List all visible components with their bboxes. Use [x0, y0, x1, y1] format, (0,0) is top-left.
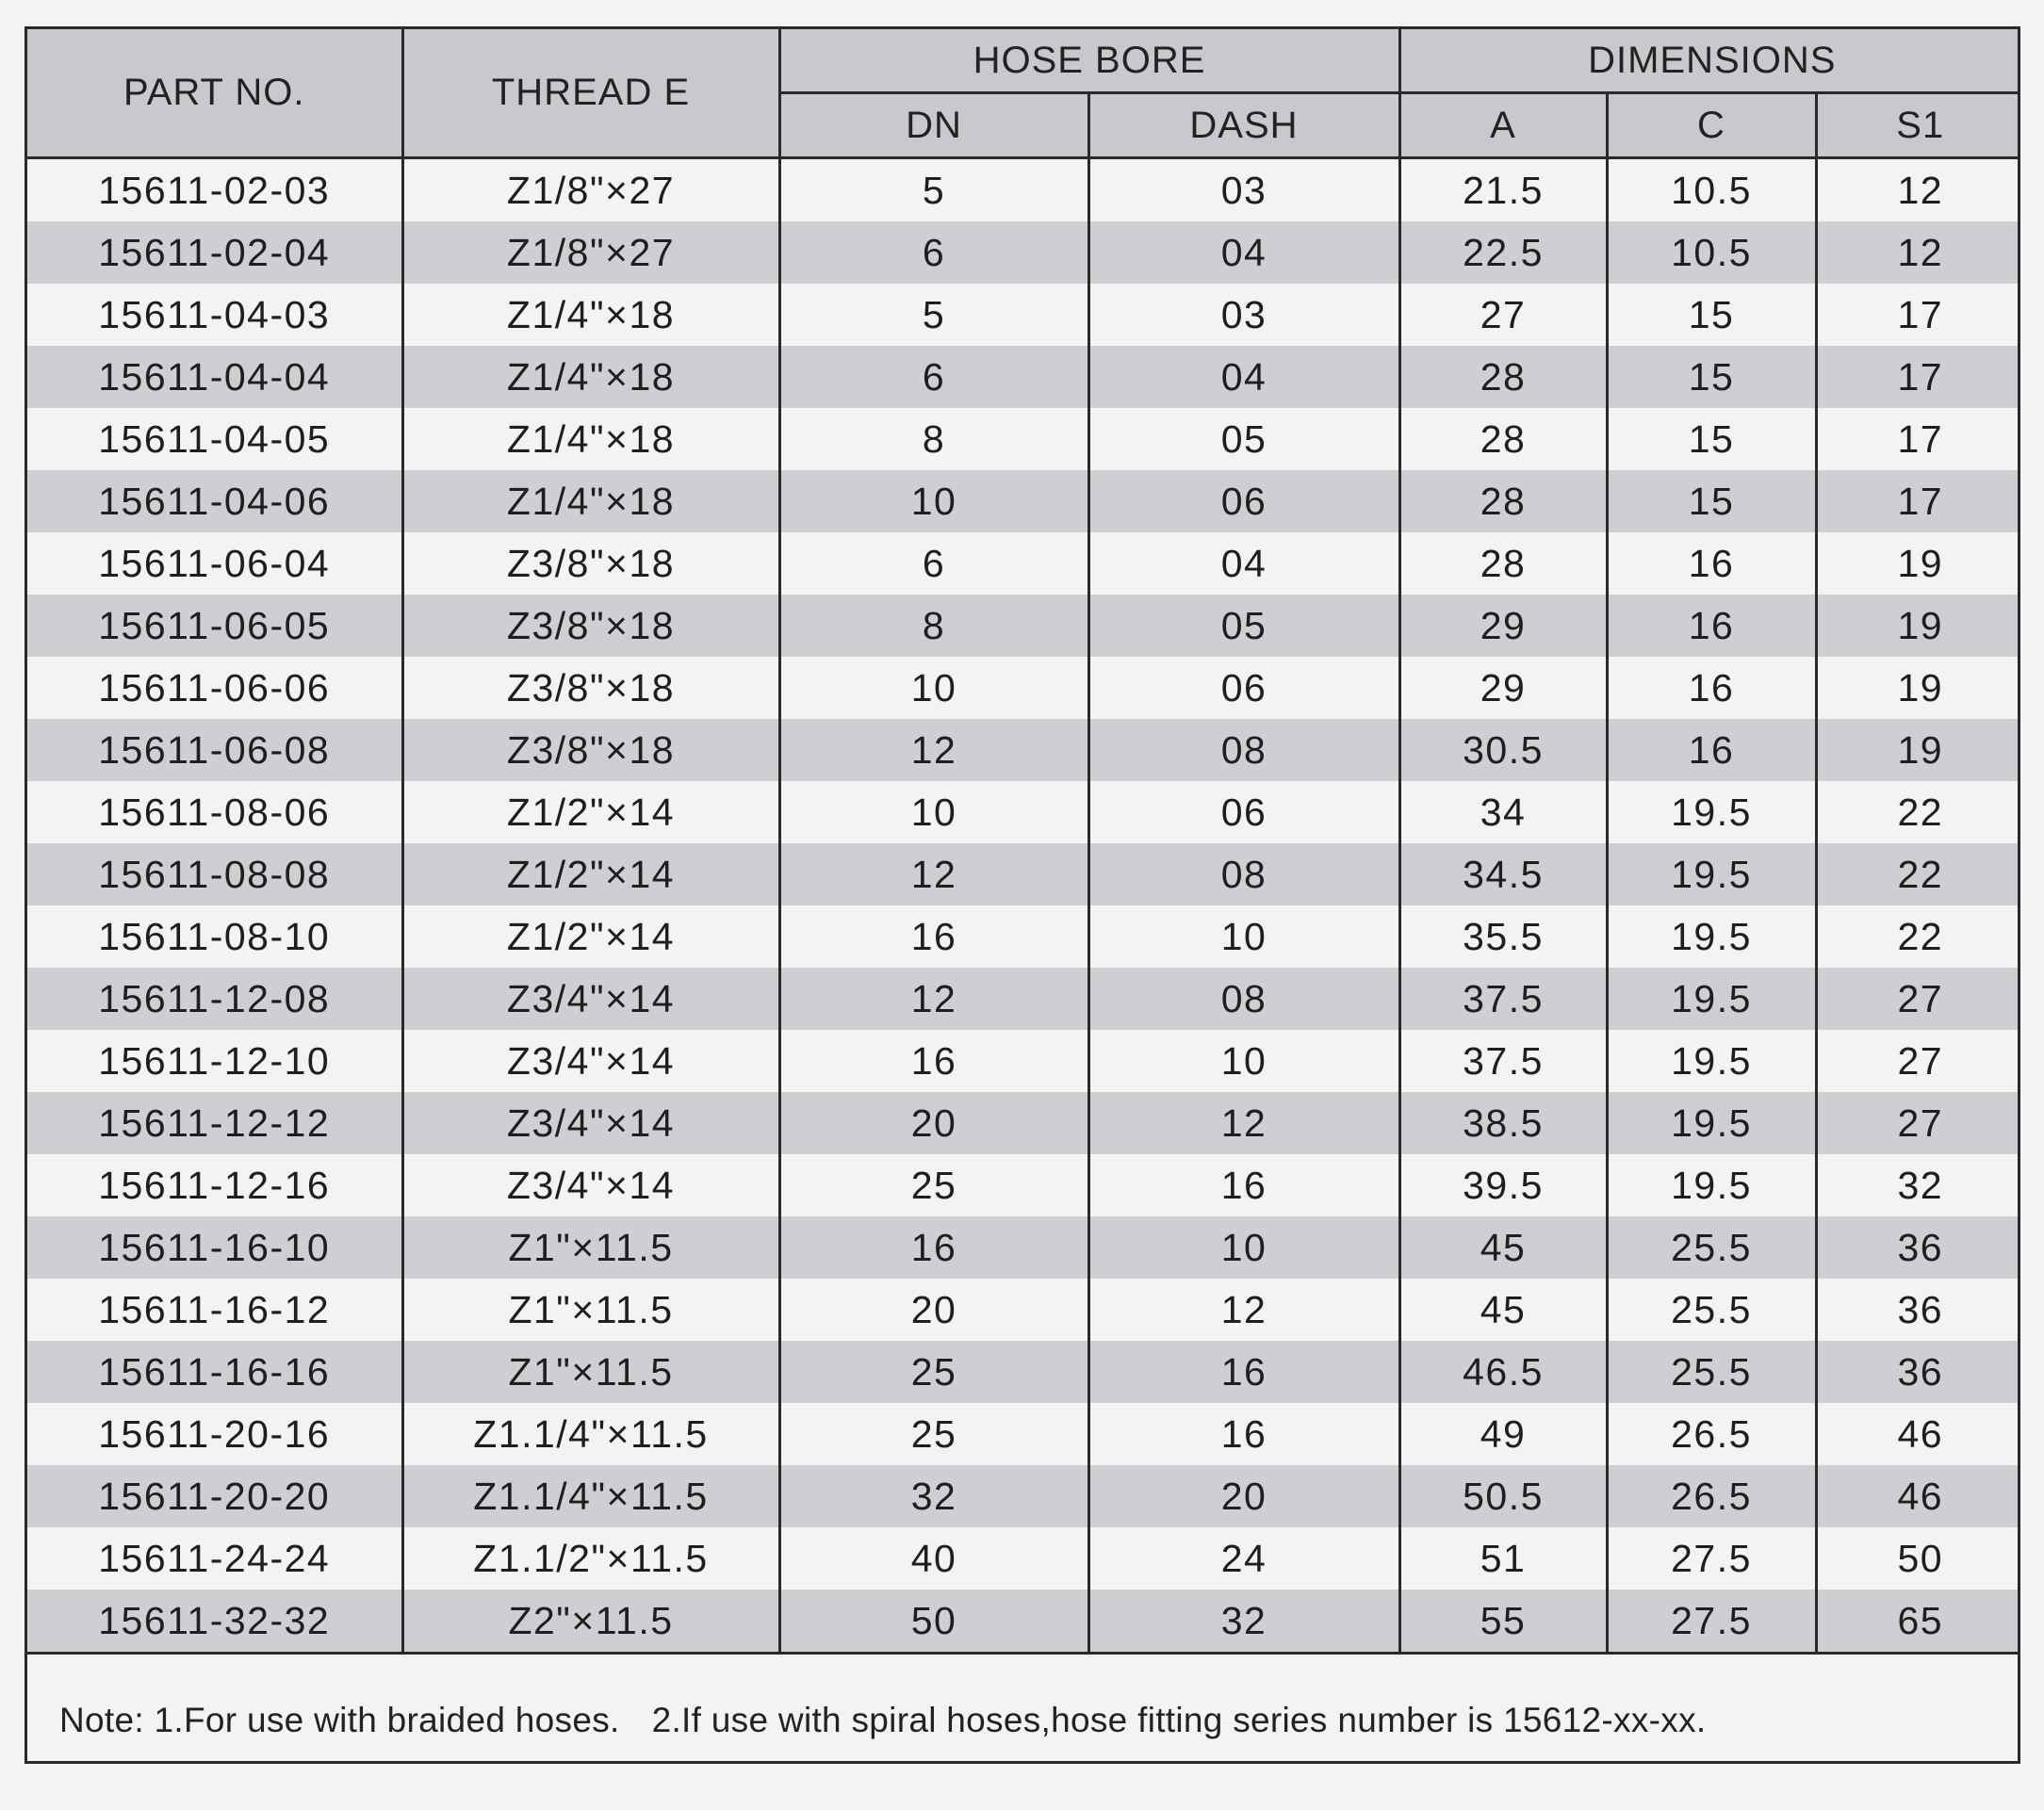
cell-thread: Z1"×11.5 — [402, 1279, 779, 1341]
table-row — [27, 1403, 2020, 1465]
cell-dash: 03 — [1088, 158, 1399, 222]
footnote-spiral: 2.If use with spiral hoses,hose fitting series number is 15612-xx-xx. — [651, 1701, 1707, 1739]
cell-dn: 8 — [779, 595, 1088, 657]
cell-part-no: 15611-06-06 — [27, 657, 402, 719]
cell-dash: 20 — [1088, 1465, 1399, 1527]
cell-dash: 10 — [1088, 1030, 1399, 1092]
cell-dn: 10 — [779, 781, 1088, 843]
table-row — [27, 408, 2020, 470]
cell-dash: 16 — [1088, 1341, 1399, 1403]
cell-dn: 16 — [779, 1216, 1088, 1279]
cell-part-no: 15611-24-24 — [27, 1527, 402, 1590]
cell-thread: Z1/4"×18 — [402, 346, 779, 408]
cell-dim-c: 15 — [1607, 408, 1816, 470]
cell-part-no: 15611-02-04 — [27, 221, 402, 284]
cell-dim-s1: 19 — [1816, 532, 2020, 595]
cell-dash: 05 — [1088, 595, 1399, 657]
cell-dn: 6 — [779, 346, 1088, 408]
cell-dim-s1: 17 — [1816, 284, 2020, 346]
cell-dim-s1: 27 — [1816, 1030, 2020, 1092]
cell-dim-c: 19.5 — [1607, 1030, 1816, 1092]
cell-thread: Z1"×11.5 — [402, 1216, 779, 1279]
cell-dim-s1: 65 — [1816, 1590, 2020, 1654]
cell-dim-a: 34 — [1399, 781, 1607, 843]
cell-part-no: 15611-02-03 — [27, 158, 402, 222]
cell-dim-a: 38.5 — [1399, 1092, 1607, 1154]
header-c: C — [1607, 93, 1816, 158]
cell-dim-a: 37.5 — [1399, 968, 1607, 1030]
cell-dim-a: 28 — [1399, 532, 1607, 595]
cell-dn: 6 — [779, 532, 1088, 595]
table-row — [27, 158, 2020, 222]
cell-dim-c: 16 — [1607, 657, 1816, 719]
cell-thread: Z3/4"×14 — [402, 1030, 779, 1092]
cell-dim-c: 26.5 — [1607, 1403, 1816, 1465]
cell-dash: 12 — [1088, 1279, 1399, 1341]
cell-dim-a: 28 — [1399, 470, 1607, 532]
cell-dash: 16 — [1088, 1154, 1399, 1216]
cell-dim-s1: 19 — [1816, 595, 2020, 657]
cell-dash: 16 — [1088, 1403, 1399, 1465]
table-row — [27, 1465, 2020, 1527]
cell-dim-s1: 22 — [1816, 781, 2020, 843]
cell-dim-s1: 22 — [1816, 843, 2020, 905]
cell-thread: Z1/4"×18 — [402, 470, 779, 532]
cell-dim-s1: 12 — [1816, 221, 2020, 284]
cell-thread: Z1/2"×14 — [402, 905, 779, 968]
cell-dn: 5 — [779, 284, 1088, 346]
cell-dim-c: 15 — [1607, 470, 1816, 532]
table-row — [27, 595, 2020, 657]
cell-part-no: 15611-08-10 — [27, 905, 402, 968]
cell-thread: Z3/4"×14 — [402, 1092, 779, 1154]
cell-dash: 32 — [1088, 1590, 1399, 1654]
header-dash: DASH — [1088, 93, 1399, 158]
cell-dash: 10 — [1088, 905, 1399, 968]
cell-dim-a: 35.5 — [1399, 905, 1607, 968]
cell-part-no: 15611-16-16 — [27, 1341, 402, 1403]
table-row — [27, 346, 2020, 408]
cell-dn: 20 — [779, 1279, 1088, 1341]
cell-dim-c: 19.5 — [1607, 781, 1816, 843]
cell-dim-a: 22.5 — [1399, 221, 1607, 284]
cell-dash: 04 — [1088, 346, 1399, 408]
cell-dim-c: 16 — [1607, 532, 1816, 595]
cell-dim-a: 34.5 — [1399, 843, 1607, 905]
header-dn: DN — [779, 93, 1088, 158]
cell-part-no: 15611-12-08 — [27, 968, 402, 1030]
cell-part-no: 15611-32-32 — [27, 1590, 402, 1654]
cell-dim-s1: 27 — [1816, 1092, 2020, 1154]
cell-dn: 12 — [779, 843, 1088, 905]
table-row — [27, 968, 2020, 1030]
table-row — [27, 532, 2020, 595]
cell-dim-c: 19.5 — [1607, 1092, 1816, 1154]
footnote-braided: Note: 1.For use with braided hoses. — [59, 1701, 620, 1739]
cell-dn: 25 — [779, 1341, 1088, 1403]
cell-dim-s1: 17 — [1816, 346, 2020, 408]
cell-dim-a: 28 — [1399, 408, 1607, 470]
cell-dim-c: 10.5 — [1607, 158, 1816, 222]
cell-dim-c: 16 — [1607, 595, 1816, 657]
cell-dim-s1: 19 — [1816, 719, 2020, 781]
cell-dn: 5 — [779, 158, 1088, 222]
cell-part-no: 15611-04-06 — [27, 470, 402, 532]
cell-thread: Z1.1/4"×11.5 — [402, 1403, 779, 1465]
cell-dash: 06 — [1088, 470, 1399, 532]
cell-thread: Z1/8"×27 — [402, 158, 779, 222]
cell-dim-c: 10.5 — [1607, 221, 1816, 284]
table-row — [27, 843, 2020, 905]
table-row — [27, 1590, 2020, 1654]
cell-dim-a: 46.5 — [1399, 1341, 1607, 1403]
cell-dn: 40 — [779, 1527, 1088, 1590]
cell-dim-s1: 36 — [1816, 1279, 2020, 1341]
cell-part-no: 15611-04-04 — [27, 346, 402, 408]
cell-part-no: 15611-06-08 — [27, 719, 402, 781]
cell-dim-a: 45 — [1399, 1279, 1607, 1341]
cell-dim-s1: 46 — [1816, 1403, 2020, 1465]
cell-dash: 10 — [1088, 1216, 1399, 1279]
cell-dash: 24 — [1088, 1527, 1399, 1590]
cell-part-no: 15611-16-10 — [27, 1216, 402, 1279]
cell-thread: Z3/4"×14 — [402, 1154, 779, 1216]
cell-dash: 06 — [1088, 657, 1399, 719]
cell-dim-c: 25.5 — [1607, 1279, 1816, 1341]
cell-dn: 50 — [779, 1590, 1088, 1654]
cell-dim-s1: 36 — [1816, 1341, 2020, 1403]
table-body — [27, 158, 2020, 1654]
cell-dim-s1: 50 — [1816, 1527, 2020, 1590]
table-row — [27, 905, 2020, 968]
cell-dn: 25 — [779, 1403, 1088, 1465]
cell-thread: Z1.1/4"×11.5 — [402, 1465, 779, 1527]
cell-dn: 25 — [779, 1154, 1088, 1216]
cell-dash: 06 — [1088, 781, 1399, 843]
cell-dn: 20 — [779, 1092, 1088, 1154]
cell-dim-s1: 22 — [1816, 905, 2020, 968]
cell-dn: 12 — [779, 719, 1088, 781]
cell-dim-a: 39.5 — [1399, 1154, 1607, 1216]
cell-dim-c: 27.5 — [1607, 1527, 1816, 1590]
table-row — [27, 1092, 2020, 1154]
cell-thread: Z1.1/2"×11.5 — [402, 1527, 779, 1590]
header-part-no: PART NO. — [27, 29, 402, 158]
cell-dim-a: 37.5 — [1399, 1030, 1607, 1092]
cell-dim-a: 30.5 — [1399, 719, 1607, 781]
cell-dash: 08 — [1088, 843, 1399, 905]
spec-sheet — [25, 26, 2020, 1764]
cell-dim-a: 29 — [1399, 595, 1607, 657]
cell-dim-c: 19.5 — [1607, 1154, 1816, 1216]
cell-dim-c: 15 — [1607, 346, 1816, 408]
table-row — [27, 719, 2020, 781]
table-row — [27, 1216, 2020, 1279]
cell-dim-c: 25.5 — [1607, 1341, 1816, 1403]
cell-dash: 04 — [1088, 221, 1399, 284]
table-row — [27, 781, 2020, 843]
cell-dim-s1: 17 — [1816, 470, 2020, 532]
cell-part-no: 15611-12-10 — [27, 1030, 402, 1092]
cell-dim-c: 26.5 — [1607, 1465, 1816, 1527]
cell-dim-a: 28 — [1399, 346, 1607, 408]
cell-dim-s1: 46 — [1816, 1465, 2020, 1527]
cell-dash: 08 — [1088, 719, 1399, 781]
cell-dim-c: 16 — [1607, 719, 1816, 781]
cell-dim-a: 55 — [1399, 1590, 1607, 1654]
header-a: A — [1399, 93, 1607, 158]
cell-thread: Z3/4"×14 — [402, 968, 779, 1030]
cell-thread: Z3/8"×18 — [402, 719, 779, 781]
cell-dash: 03 — [1088, 284, 1399, 346]
table-row — [27, 1527, 2020, 1590]
cell-dn: 16 — [779, 905, 1088, 968]
cell-dn: 8 — [779, 408, 1088, 470]
cell-dim-a: 27 — [1399, 284, 1607, 346]
table-row — [27, 470, 2020, 532]
cell-thread: Z1/8"×27 — [402, 221, 779, 284]
cell-thread: Z2"×11.5 — [402, 1590, 779, 1654]
cell-part-no: 15611-12-16 — [27, 1154, 402, 1216]
table-row — [27, 284, 2020, 346]
cell-dim-s1: 19 — [1816, 657, 2020, 719]
cell-part-no: 15611-16-12 — [27, 1279, 402, 1341]
cell-thread: Z1/4"×18 — [402, 408, 779, 470]
cell-dim-s1: 32 — [1816, 1154, 2020, 1216]
cell-thread: Z1"×11.5 — [402, 1341, 779, 1403]
cell-dim-a: 45 — [1399, 1216, 1607, 1279]
header-s1: S1 — [1816, 93, 2020, 158]
cell-dn: 12 — [779, 968, 1088, 1030]
cell-part-no: 15611-06-04 — [27, 532, 402, 595]
cell-thread: Z1/4"×18 — [402, 284, 779, 346]
cell-part-no: 15611-08-08 — [27, 843, 402, 905]
cell-dim-c: 27.5 — [1607, 1590, 1816, 1654]
cell-dim-a: 21.5 — [1399, 158, 1607, 222]
cell-thread: Z1/2"×14 — [402, 781, 779, 843]
cell-dim-c: 19.5 — [1607, 968, 1816, 1030]
table-row — [27, 1154, 2020, 1216]
cell-dash: 12 — [1088, 1092, 1399, 1154]
cell-thread: Z3/8"×18 — [402, 657, 779, 719]
cell-thread: Z1/2"×14 — [402, 843, 779, 905]
cell-dn: 32 — [779, 1465, 1088, 1527]
table-row — [27, 221, 2020, 284]
cell-dn: 6 — [779, 221, 1088, 284]
cell-part-no: 15611-12-12 — [27, 1092, 402, 1154]
cell-dim-s1: 36 — [1816, 1216, 2020, 1279]
cell-dim-s1: 12 — [1816, 158, 2020, 222]
cell-dash: 05 — [1088, 408, 1399, 470]
header-dimensions: DIMENSIONS — [1399, 29, 2020, 93]
cell-dim-c: 19.5 — [1607, 905, 1816, 968]
cell-dim-c: 15 — [1607, 284, 1816, 346]
cell-part-no: 15611-08-06 — [27, 781, 402, 843]
cell-part-no: 15611-04-03 — [27, 284, 402, 346]
cell-part-no: 15611-06-05 — [27, 595, 402, 657]
cell-dim-a: 29 — [1399, 657, 1607, 719]
table-row — [27, 657, 2020, 719]
table-row — [27, 1341, 2020, 1403]
cell-dash: 04 — [1088, 532, 1399, 595]
footnote — [59, 1701, 1706, 1740]
cell-dim-a: 50.5 — [1399, 1465, 1607, 1527]
fitting-spec-table — [27, 29, 2020, 1655]
cell-dn: 10 — [779, 470, 1088, 532]
cell-dash: 08 — [1088, 968, 1399, 1030]
cell-dim-s1: 27 — [1816, 968, 2020, 1030]
cell-part-no: 15611-20-16 — [27, 1403, 402, 1465]
cell-part-no: 15611-04-05 — [27, 408, 402, 470]
cell-dn: 16 — [779, 1030, 1088, 1092]
table-header — [27, 29, 2020, 158]
cell-part-no: 15611-20-20 — [27, 1465, 402, 1527]
table-row — [27, 1030, 2020, 1092]
cell-dim-c: 25.5 — [1607, 1216, 1816, 1279]
table-row — [27, 1279, 2020, 1341]
cell-thread: Z3/8"×18 — [402, 595, 779, 657]
cell-dn: 10 — [779, 657, 1088, 719]
cell-dim-a: 49 — [1399, 1403, 1607, 1465]
cell-thread: Z3/8"×18 — [402, 532, 779, 595]
header-thread: THREAD E — [402, 29, 779, 158]
cell-dim-s1: 17 — [1816, 408, 2020, 470]
cell-dim-c: 19.5 — [1607, 843, 1816, 905]
cell-dim-a: 51 — [1399, 1527, 1607, 1590]
header-hose-bore: HOSE BORE — [779, 29, 1399, 93]
